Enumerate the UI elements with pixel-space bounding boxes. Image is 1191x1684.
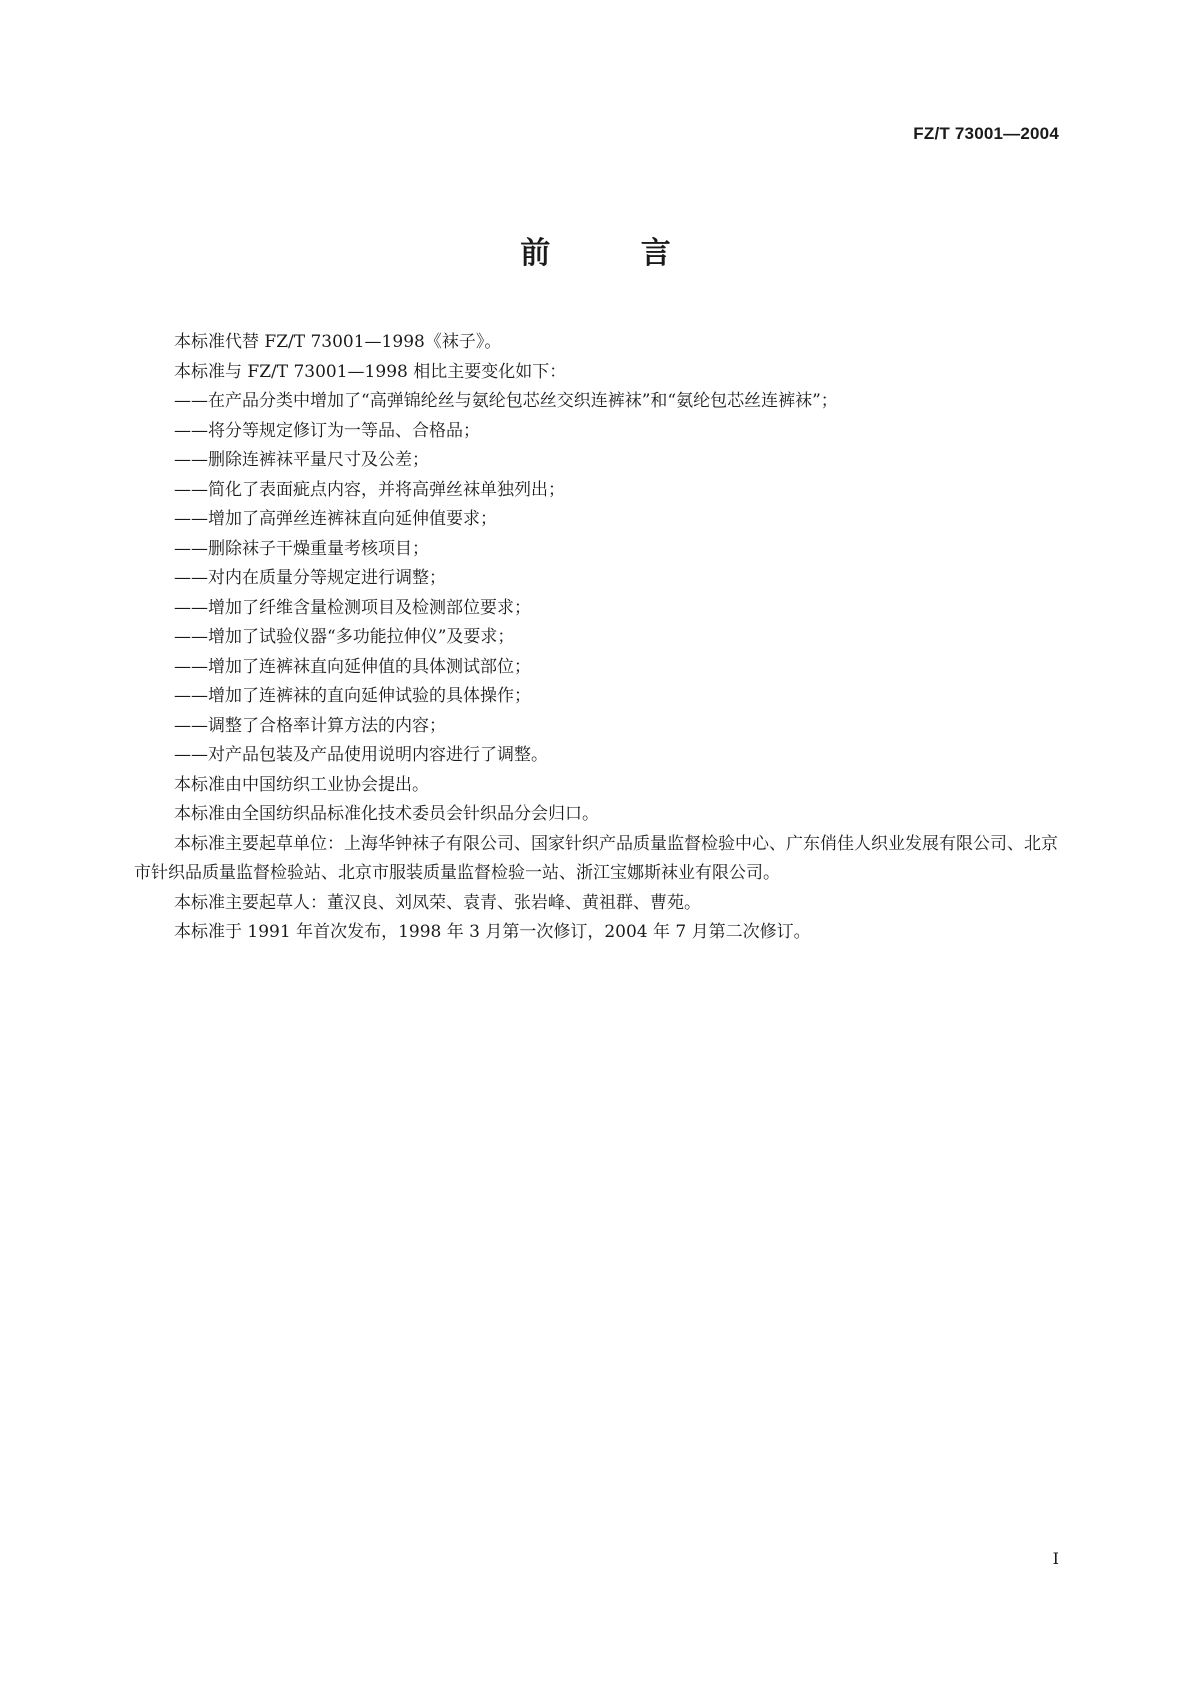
change-item: ——将分等规定修订为一等品、合格品； [174,420,480,441]
change-item: ——在产品分类中增加了“高弹锦纶丝与氨纶包芯丝交织连裤袜”和“氨纶包芯丝连裤袜”； [174,391,838,411]
change-item: ——对内在质量分等规定进行调整； [174,568,446,588]
paragraph-proposed-by: 本标准由中国纺织工业协会提出。 [174,774,429,795]
paragraph-drafters: 本标准主要起草人：董汉良、刘凤荣、袁青、张岩峰、黄祖群、曹苑。 [174,892,701,913]
paragraph-drafting-units: 本标准主要起草单位：上海华钟袜子有限公司、国家针织产品质量监督检验中心、广东俏佳人织业发展有限公司、北京市针织品质量监督检验站、北京市服装质量监督检验一站、浙江宝娜斯袜业有限公司。 [134,833,1058,883]
change-item: ——增加了试验仪器“多功能拉伸仪”及要求； [174,627,515,647]
change-item: ——对产品包装及产品使用说明内容进行了调整。 [174,745,548,765]
change-item: ——增加了连裤袜直向延伸值的具体测试部位； [174,656,531,677]
paragraph-replaces: 本标准代替 FZ/T 73001—1998《袜子》。 [174,332,502,352]
standard-code: FZ/T 73001—2004 [913,124,1059,143]
change-item: ——删除连裤袜平量尺寸及公差； [174,450,429,470]
change-item: ——删除袜子干燥重量考核项目； [174,538,429,559]
page-number: I [1052,1549,1059,1568]
paragraph-centralized-by: 本标准由全国纺织品标准化技术委员会针织品分会归口。 [174,804,599,824]
change-item: ——增加了高弹丝连裤袜直向延伸值要求； [174,509,497,529]
page-title: 前 言 [520,236,711,271]
paragraph-history: 本标准于 1991 年首次发布，1998 年 3 月第一次修订，2004 年 7 月第二次修订。 [174,922,811,942]
change-item: ——增加了连裤袜的直向延伸试验的具体操作； [174,686,531,706]
change-item: ——简化了表面疵点内容，并将高弹丝袜单独列出； [174,479,565,500]
foreword-body [134,328,1058,948]
paragraph-changes-intro: 本标准与 FZ/T 73001—1998 相比主要变化如下： [174,361,567,382]
change-item: ——增加了纤维含量检测项目及检测部位要求； [174,597,531,618]
change-item: ——调整了合格率计算方法的内容； [174,715,446,736]
